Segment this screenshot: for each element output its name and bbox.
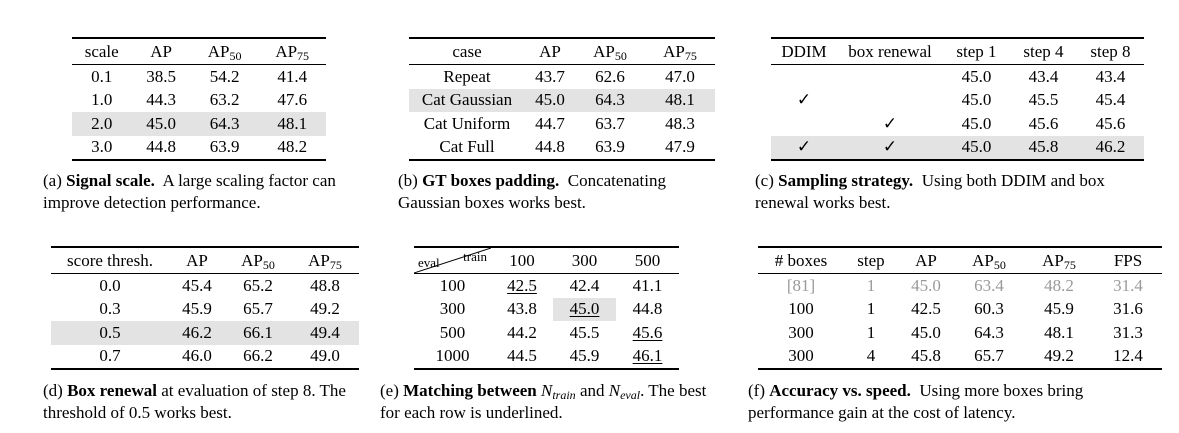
- table-cell: 1: [866, 299, 876, 319]
- table-cell: 0.0: [99, 275, 121, 295]
- table-cell: 46.1: [632, 346, 663, 366]
- table-cell: 44.8: [535, 137, 565, 157]
- table-cell: 45.0: [911, 322, 941, 342]
- col-header: $AP_{50}$: [241, 250, 275, 272]
- caption-f: (f) Accuracy vs. speed. Using more boxes bring performance gain at the cost of latency.: [748, 381, 1084, 422]
- table-cell: 3.0: [91, 137, 113, 157]
- table-cell: Cat Full: [439, 137, 495, 157]
- col-header: box renewal: [848, 41, 932, 61]
- table-cell: 45.0: [131, 112, 190, 136]
- accuracy-speed-table: [758, 246, 1162, 370]
- col-header: $AP_{75}$: [1042, 250, 1076, 272]
- col-header: $AP_{50}$: [207, 41, 242, 63]
- table-cell: [837, 65, 943, 89]
- table-header-row: [771, 38, 1144, 65]
- col-header: # boxes: [774, 250, 828, 270]
- col-header: AP: [915, 250, 937, 270]
- table-cell: 100: [439, 275, 466, 295]
- table-cell: 0.1: [91, 66, 113, 86]
- citation-link: [81]: [786, 275, 816, 295]
- col-header: AP: [539, 41, 561, 61]
- table-row: [409, 112, 715, 136]
- table-cell: 65.2: [243, 275, 273, 295]
- box-renewal-table: [51, 246, 359, 370]
- table-cell: 63.9: [595, 137, 625, 157]
- table-row: [409, 136, 715, 161]
- table-cell: 12.4: [1113, 346, 1143, 366]
- table-cell: 49.4: [291, 321, 359, 345]
- table-cell: 1: [866, 322, 876, 342]
- table-header-row: [409, 38, 715, 65]
- table-cell: 48.1: [1044, 322, 1074, 342]
- table-cell: 47.0: [665, 66, 695, 86]
- table-row: [414, 274, 679, 298]
- table-row: [414, 321, 679, 345]
- table-cell: Cat Gaussian: [409, 89, 525, 113]
- table-cell: 31.6: [1113, 299, 1143, 319]
- diagonal-corner-header: eval train: [414, 247, 491, 274]
- sampling-strategy-table: [771, 37, 1144, 161]
- table-row-highlighted: [771, 136, 1144, 161]
- checkmark-icon: ✓: [882, 113, 898, 133]
- table-cell: 100: [788, 299, 814, 319]
- table-row: [72, 89, 326, 113]
- table-row: [758, 345, 1162, 370]
- table-cell: 45.5: [569, 322, 600, 342]
- caption-d: (d) Box renewal at evaluation of step 8. The threshold of 0.5 works best.: [43, 381, 346, 422]
- table-cell: 1.0: [91, 90, 113, 110]
- table-cell: 48.1: [645, 89, 715, 113]
- table-cell: 38.5: [146, 66, 176, 86]
- table-cell: 65.7: [974, 346, 1004, 366]
- table-row: [771, 112, 1144, 136]
- table-header-row: [414, 247, 679, 274]
- table-cell: 0.5: [51, 321, 169, 345]
- table-cell: 48.2: [1044, 275, 1074, 295]
- col-header: $AP_{75}$: [663, 41, 697, 63]
- checkmark-icon: ✓: [771, 136, 837, 161]
- table-cell: 300: [788, 322, 814, 342]
- table-cell: 63.7: [595, 113, 625, 133]
- table-cell: 43.7: [535, 66, 565, 86]
- table-cell: 48.3: [665, 113, 695, 133]
- table-cell: 42.5: [911, 299, 941, 319]
- table-cell: 44.7: [535, 113, 565, 133]
- checkmark-icon: ✓: [796, 90, 812, 110]
- table-cell: 41.1: [632, 275, 663, 295]
- table-cell: 44.5: [507, 346, 537, 366]
- col-header: 500: [634, 250, 661, 270]
- table-cell: 500: [439, 322, 466, 342]
- table-cell: 54.2: [209, 66, 240, 86]
- table-cell: [771, 65, 837, 89]
- table-cell: 49.2: [310, 299, 340, 319]
- table-row: [414, 345, 679, 370]
- table-cell: 44.8: [632, 299, 663, 319]
- table-cell: 43.4: [1028, 66, 1059, 86]
- table-cell: 31.4: [1113, 275, 1143, 295]
- table-cell: 44.8: [146, 137, 176, 157]
- table-cell: 45.6: [1095, 113, 1126, 133]
- col-header: case: [452, 41, 482, 61]
- checkmark-icon: ✓: [837, 136, 943, 161]
- table-cell: 48.2: [277, 137, 308, 157]
- signal-scale-table: [72, 37, 326, 161]
- table-cell: Cat Uniform: [423, 113, 511, 133]
- col-header: 100: [509, 250, 535, 270]
- table-row-baseline: [758, 274, 1162, 298]
- table-row: [758, 321, 1162, 345]
- gt-boxes-padding-table: [409, 37, 715, 161]
- table-cell: [837, 89, 943, 113]
- table-row: [771, 89, 1144, 113]
- table-row: [414, 298, 679, 322]
- table-row: [409, 65, 715, 89]
- table-cell: 0.7: [99, 346, 121, 366]
- table-cell: 64.3: [974, 322, 1004, 342]
- table-row: [72, 65, 326, 89]
- caption-b: (b) GT boxes padding. Concatenating Gaussian boxes works best.: [398, 171, 666, 212]
- table-cell: 46.0: [182, 346, 212, 366]
- table-cell: 65.7: [243, 299, 273, 319]
- table-row-highlighted: [409, 89, 715, 113]
- table-row: [758, 298, 1162, 322]
- table-cell: 43.8: [507, 299, 537, 319]
- col-header: $AP_{50}$: [593, 41, 627, 63]
- table-cell: 1: [866, 275, 876, 295]
- table-cell: 64.3: [575, 89, 645, 113]
- table-row: [51, 298, 359, 322]
- table-cell: 64.3: [191, 112, 259, 136]
- table-row: [51, 345, 359, 370]
- table-cell: 45.9: [182, 299, 212, 319]
- table-cell: 45.0: [961, 90, 992, 110]
- table-cell: 45.6: [632, 322, 663, 342]
- table-cell: 45.0: [961, 66, 992, 86]
- col-header: $AP_{75}$: [308, 250, 342, 272]
- table-cell: 44.2: [507, 322, 537, 342]
- table-cell: 45.0: [961, 113, 992, 133]
- table-cell: 49.2: [1044, 346, 1074, 366]
- table-cell: 45.8: [1010, 136, 1077, 161]
- col-header: AP: [150, 41, 172, 61]
- table-cell: 45.0: [911, 275, 941, 295]
- table-cell: 45.4: [1095, 90, 1126, 110]
- table-row: [51, 274, 359, 298]
- table-cell: 45.0: [943, 136, 1010, 161]
- table-header-row: [51, 247, 359, 274]
- table-cell: 42.5: [507, 275, 537, 295]
- caption-a: (a) Signal scale. A large scaling factor can improve detection performance.: [43, 171, 336, 212]
- table-cell: 47.6: [277, 90, 308, 110]
- table-cell: 63.4: [974, 275, 1004, 295]
- table-cell: 60.3: [974, 299, 1004, 319]
- table-cell: 42.4: [569, 275, 600, 295]
- table-header-row: [758, 247, 1162, 274]
- table-cell: 45.0: [525, 89, 575, 113]
- col-header: step 1: [956, 41, 997, 61]
- table-cell: 62.6: [595, 66, 625, 86]
- table-cell: 66.2: [243, 346, 273, 366]
- table-cell: 44.3: [146, 90, 176, 110]
- col-header: $AP_{50}$: [972, 250, 1006, 272]
- table-row-highlighted: [51, 321, 359, 345]
- table-cell: 46.2: [169, 321, 225, 345]
- col-header: scale: [84, 41, 119, 61]
- table-cell: 31.3: [1113, 322, 1143, 342]
- table-cell: 1000: [435, 346, 470, 366]
- table-cell: 4: [866, 346, 876, 366]
- table-cell: 45.5: [1028, 90, 1059, 110]
- col-header: 300: [571, 250, 598, 270]
- col-header: step 8: [1090, 41, 1131, 61]
- table-cell: 41.4: [277, 66, 308, 86]
- highlighted-cell: 45.0: [553, 298, 616, 322]
- col-header: score thresh.: [67, 250, 153, 270]
- table-cell: 46.2: [1077, 136, 1144, 161]
- table-row-highlighted: [72, 112, 326, 136]
- table-cell: 45.4: [182, 275, 212, 295]
- table-cell: 0.3: [99, 299, 121, 319]
- table-cell: 66.1: [225, 321, 291, 345]
- table-cell: 48.1: [258, 112, 326, 136]
- table-cell: 300: [439, 299, 466, 319]
- table-cell: 45.9: [1044, 299, 1074, 319]
- matching-table: [414, 246, 679, 370]
- table-row: [72, 136, 326, 161]
- col-header: FPS: [1113, 250, 1143, 270]
- table-header-row: [72, 38, 326, 65]
- table-cell: 63.2: [209, 90, 240, 110]
- table-row: [771, 65, 1144, 89]
- col-header: step 4: [1023, 41, 1064, 61]
- caption-e: (e) Matching between $N_{train}$ and $N_{eval}$. The best for each row is underlined.: [380, 381, 707, 422]
- col-header: AP: [186, 250, 208, 270]
- table-cell: 2.0: [72, 112, 131, 136]
- col-header: $AP_{75}$: [275, 41, 310, 63]
- table-cell: [771, 112, 837, 136]
- table-cell: 48.8: [310, 275, 340, 295]
- caption-c: (c) Sampling strategy. Using both DDIM and box renewal works best.: [755, 171, 1105, 212]
- col-header: DDIM: [781, 41, 827, 61]
- table-cell: 45.9: [569, 346, 600, 366]
- col-header: step: [857, 250, 885, 270]
- table-cell: 45.6: [1028, 113, 1059, 133]
- table-cell: 43.4: [1095, 66, 1126, 86]
- table-cell: 49.0: [310, 346, 340, 366]
- table-cell: Repeat: [443, 66, 491, 86]
- table-cell: 45.8: [911, 346, 941, 366]
- table-cell: 63.9: [209, 137, 240, 157]
- table-cell: 300: [788, 346, 814, 366]
- table-cell: 47.9: [665, 137, 695, 157]
